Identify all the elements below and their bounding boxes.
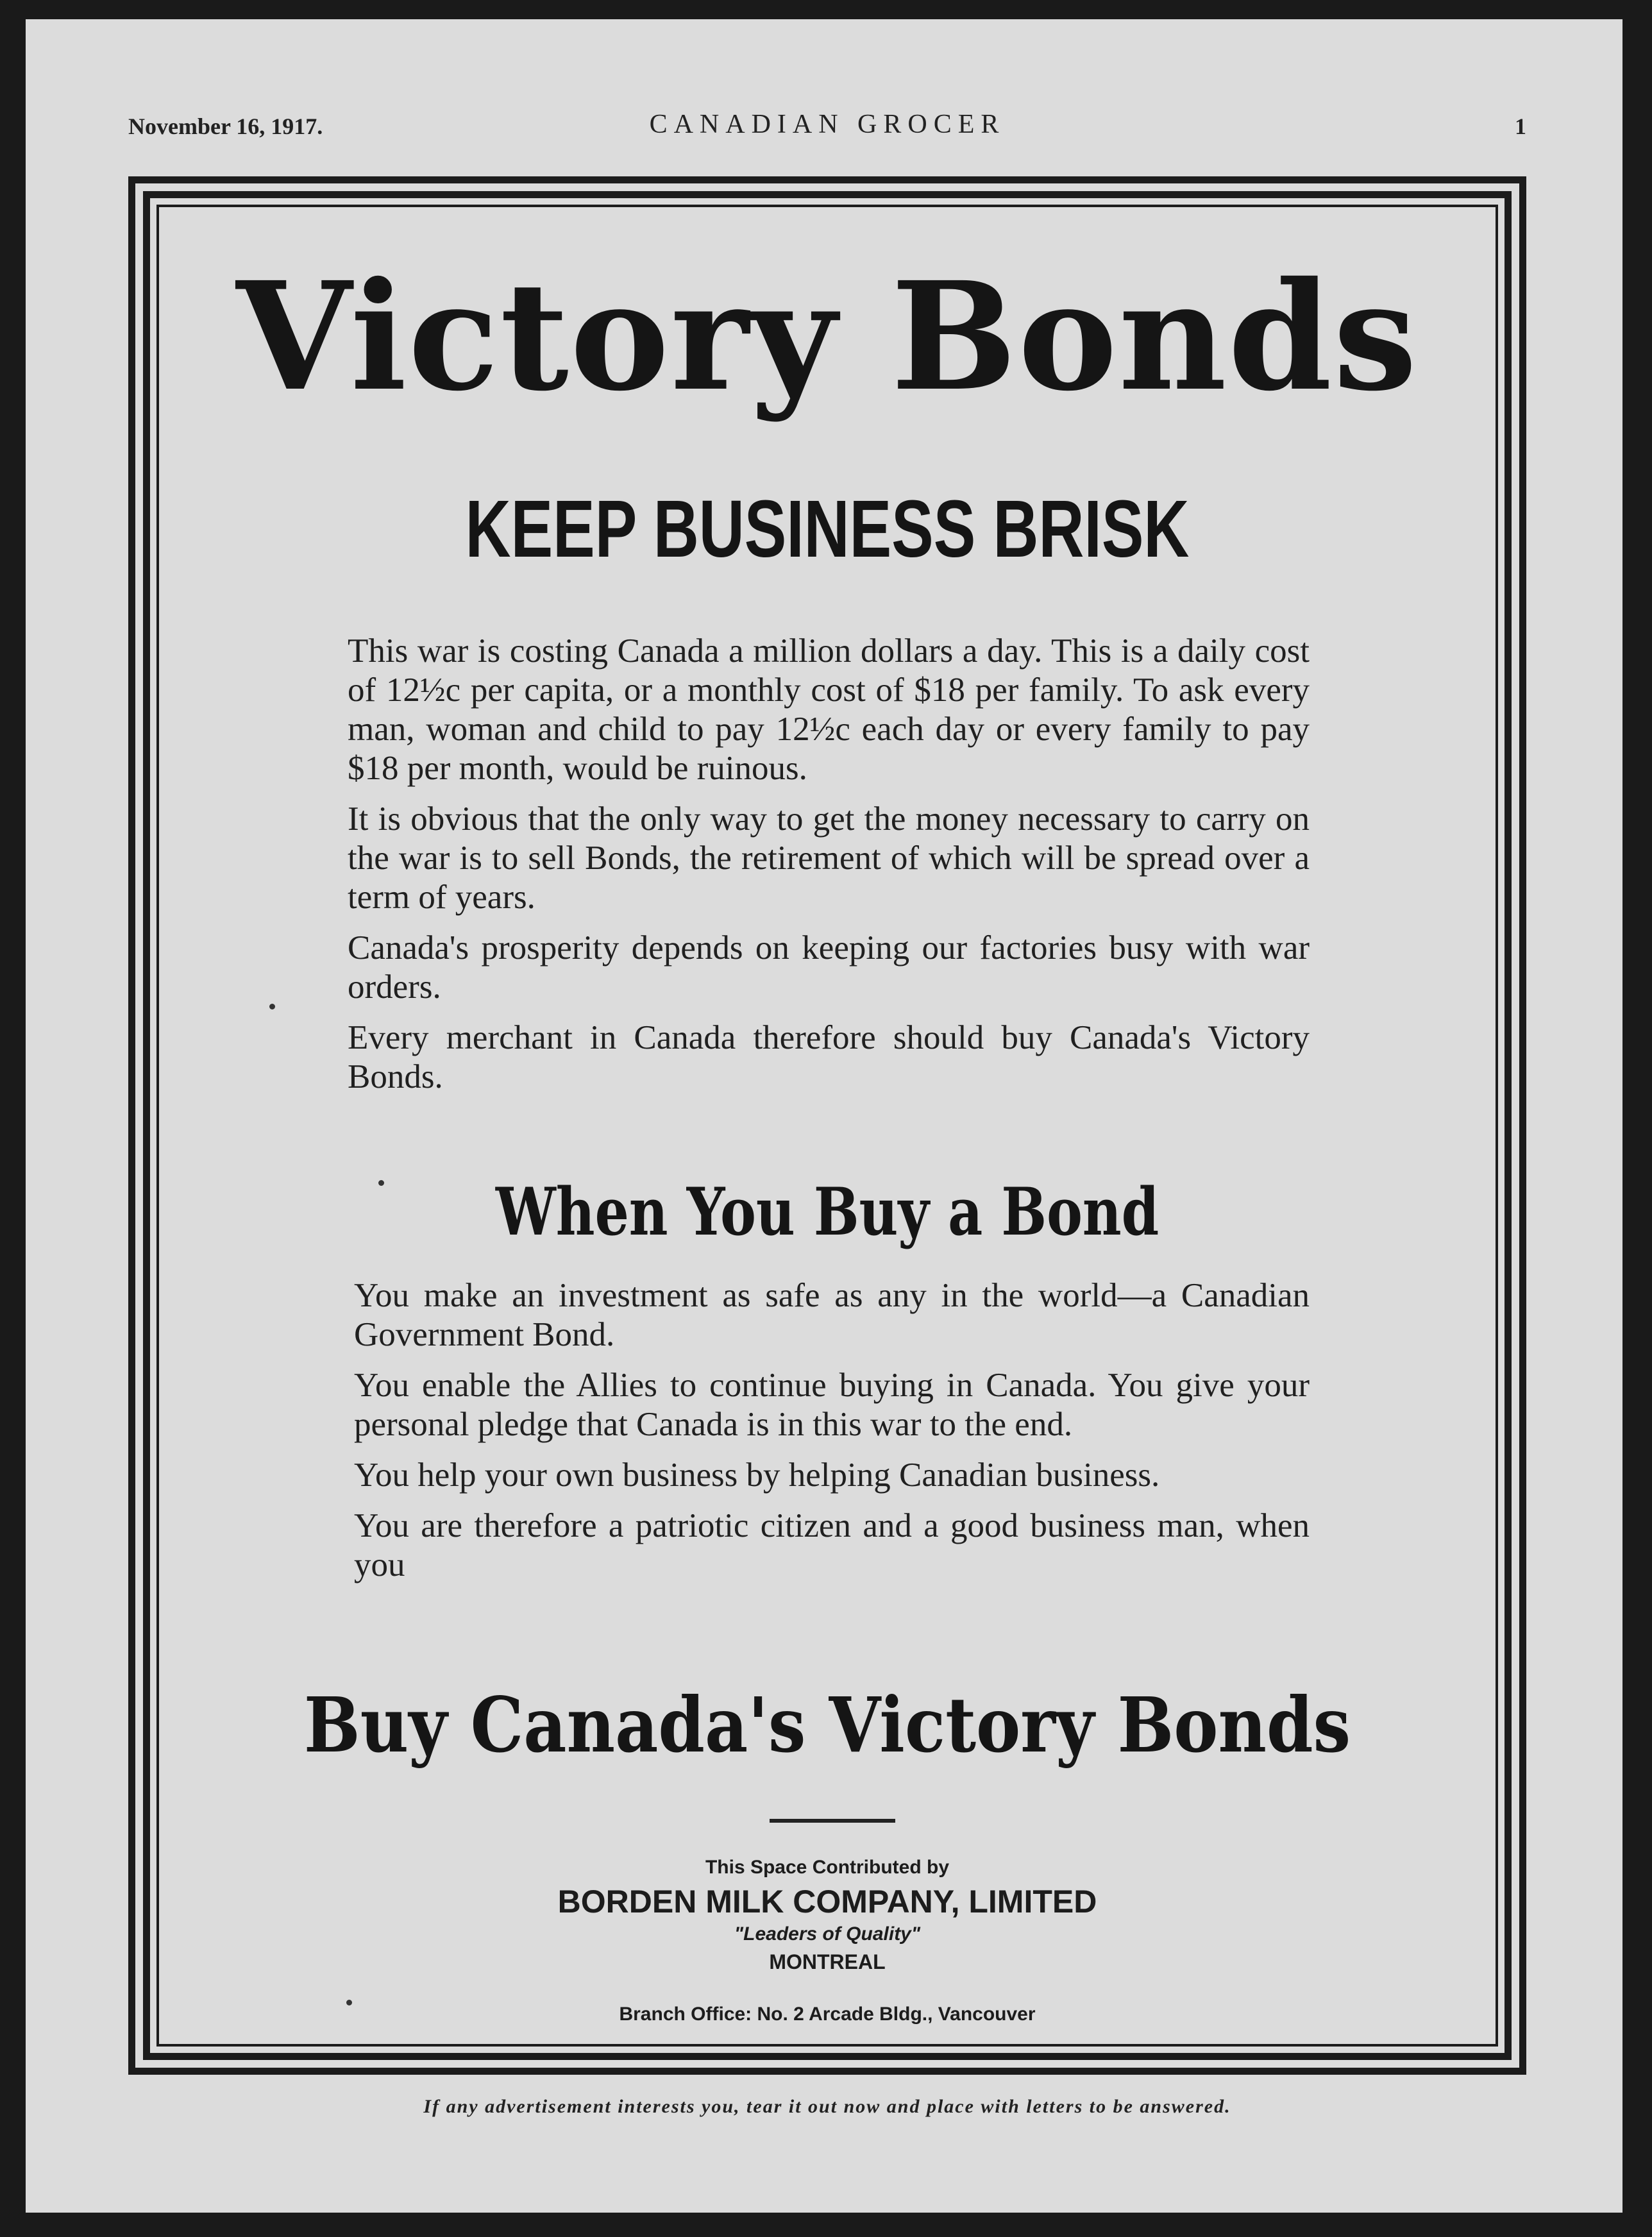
body-paragraph: Canada's prosperity depends on keeping our factories busy with war orders. (348, 929, 1310, 1006)
reason-paragraph: You enable the Allies to continue buying in Canada. You give your personal pledge that Canada is in this war to the end. (354, 1367, 1310, 1443)
print-speck (269, 1004, 275, 1009)
body-paragraph: This war is costing Canada a million dollars a day. This is a daily cost of 12½c per capita, or a monthly cost of $18 per family. To ask every man, woman and child to pay 12½c each day or every family to pay $18 per month, would be ruinous. (348, 632, 1310, 787)
page-number: 1 (1515, 114, 1526, 139)
page-footer-note: If any advertisement interests you, tear it out now and place with letters to be answered. (423, 2096, 1231, 2117)
print-speck (346, 2000, 352, 2005)
branch-office: Branch Office: No. 2 Arcade Bldg., Vancouver (619, 2004, 1036, 2025)
publication-title: CANADIAN GROCER (649, 110, 1006, 139)
running-header (128, 109, 1526, 148)
print-speck (378, 1180, 384, 1186)
sponsor-city: MONTREAL (769, 1950, 886, 1973)
body-paragraph: It is obvious that the only way to get the money necessary to carry on the war is to sell Bonds, the retirement of which will be spread over a term of years. (348, 800, 1310, 916)
closing-headline: Buy Canada's Victory Bonds (303, 1680, 1351, 1769)
ad-body-intro (348, 632, 1310, 1108)
divider-rule (770, 1819, 895, 1823)
reason-paragraph: You make an investment as safe as any in the world—a Canadian Government Bond. (354, 1277, 1310, 1353)
body-paragraph: Every merchant in Canada therefore should buy Canada's Victory Bonds. (348, 1019, 1310, 1095)
contributed-by-line: This Space Contributed by (705, 1857, 950, 1878)
sponsor-motto: "Leaders of Quality" (734, 1923, 921, 1945)
sponsor-credits (385, 1853, 1270, 2029)
ad-body-reasons (354, 1276, 1310, 1596)
advertisement-border (128, 176, 1526, 2075)
section-heading: When You Buy a Bond (495, 1174, 1159, 1251)
advertisement-inner-border (156, 205, 1498, 2047)
issue-date: November 16, 1917. (128, 114, 323, 139)
reason-paragraph: You help your own business by helping Canadian business. (354, 1456, 1160, 1494)
ad-subheadline: KEEP BUSINESS BRISK (465, 484, 1190, 574)
reason-paragraph: You are therefore a patriotic citizen and a good business man, when you (354, 1507, 1310, 1583)
ad-headline: Victory Bonds (236, 249, 1419, 424)
sponsor-company: BORDEN MILK COMPANY, LIMITED (557, 1884, 1097, 1920)
